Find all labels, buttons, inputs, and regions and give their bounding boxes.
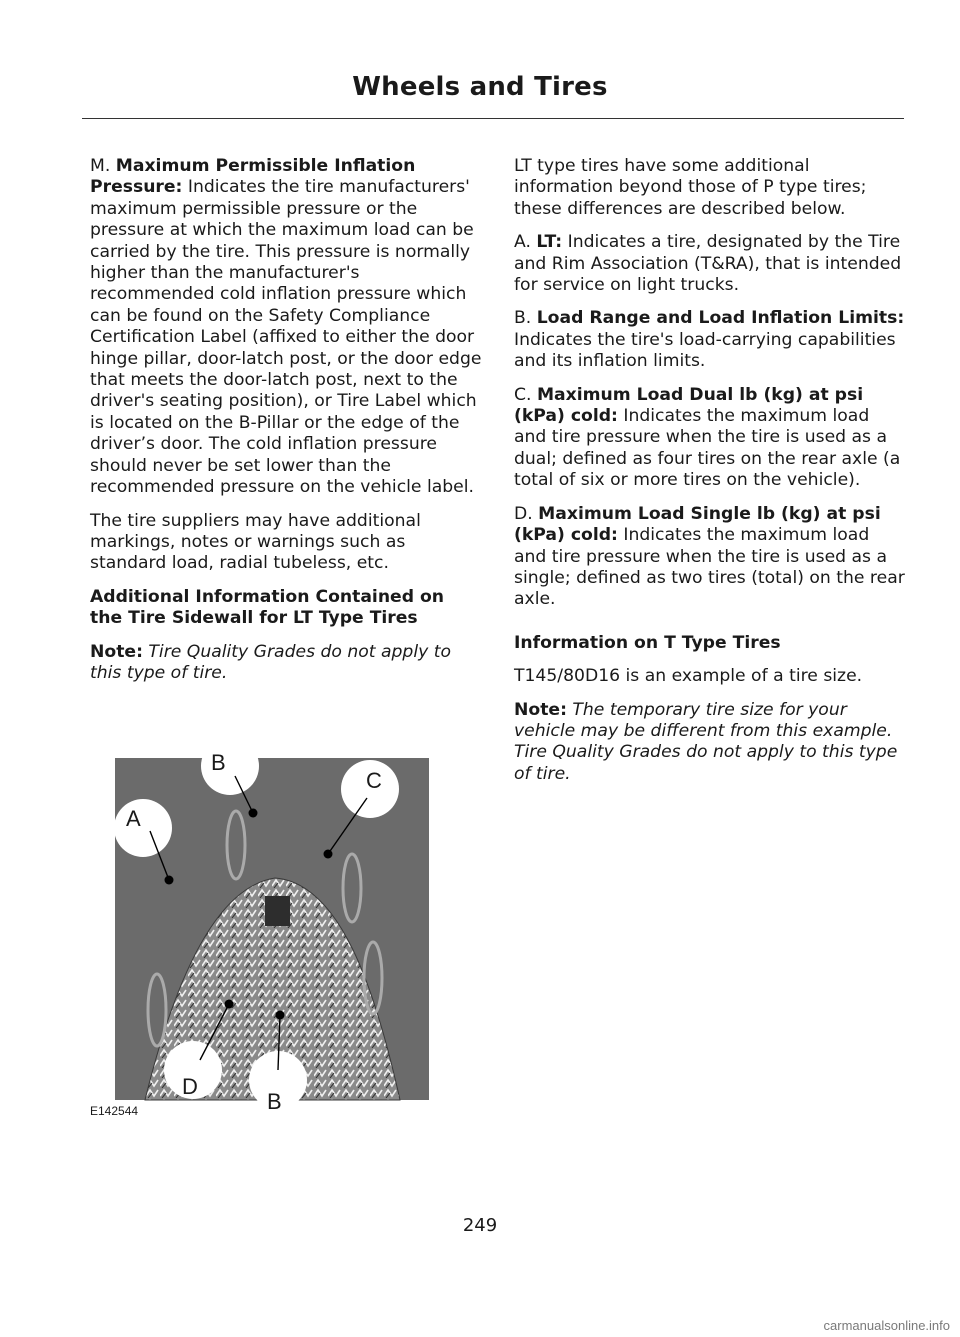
callout-label-b-bottom: B: [267, 1089, 282, 1114]
item-d: [514, 504, 906, 611]
right-column: [514, 156, 906, 797]
definition-text: Indicates the tire manufacturers' maximum permissible pressure or the pressure at which the maximum load can be carried by the tire. This pressure is normally higher than the manufacturer's recommended cold inflation pressure which can be found on the Safety Compliance Certification Label (affixed to either the door hinge pillar, door-latch post, or the door edge that meets the door-latch post, next to the driver's seating position), or Tire Label which is located on the B-Pillar or the edge of the driver’s door. The cold inflation pressure should never be set lower than the recommended pressure on the vehicle label.: [90, 177, 482, 498]
item-b: [514, 308, 906, 372]
item-c: [514, 385, 906, 492]
note-lt: [90, 642, 482, 685]
page-number: 249: [462, 1215, 498, 1236]
callout-label-c: C: [366, 768, 382, 793]
term-load-range: Load Range and Load Inflation Limits:: [536, 308, 905, 329]
item-a: [514, 232, 906, 296]
term-lt: LT:: [536, 232, 563, 253]
callout-label-b-top: B: [211, 750, 226, 775]
item-prefix: A.: [514, 232, 537, 253]
paragraph-tire-size-example: T145/80D16 is an example of a tire size.: [514, 666, 863, 687]
callout-label-a: A: [126, 806, 141, 831]
note-label: Note:: [90, 641, 143, 662]
watermark: carmanualsonline.info: [823, 1318, 950, 1333]
term-max-load-dual: Maximum Load Dual lb (kg) at psi (kPa) cold:: [514, 384, 864, 427]
note-text: Tire Quality Grades do not apply to this type of tire.: [90, 641, 452, 683]
header-rule: [82, 118, 904, 119]
paragraph-max-inflation: [90, 156, 482, 499]
left-column: [90, 156, 482, 696]
item-prefix: D.: [514, 503, 539, 524]
definition-text: Indicates the tire's load-carrying capabilities and its inflation limits.: [514, 329, 896, 372]
term-max-load-single: Maximum Load Single lb (kg) at psi (kPa) cold:: [514, 503, 881, 546]
tire-sidewall-illustration: [90, 748, 435, 1120]
item-prefix: M.: [90, 156, 116, 176]
definition-text: Indicates a tire, designated by the Tire and Rim Association (T&RA), that is intended for service on light trucks.: [514, 232, 902, 296]
item-prefix: B.: [514, 308, 537, 329]
item-prefix: C.: [514, 384, 537, 405]
note-text: The temporary tire size for your vehicle may be different from this example. Tire Quality Grades do not apply to this type of tire.: [514, 699, 898, 784]
tire-sidewall-figure: [90, 748, 435, 1120]
paragraph-lt-intro: LT type tires have some additional information beyond those of P type tires; these differences are described below.: [514, 156, 867, 219]
callout-label-d: D: [182, 1074, 198, 1099]
paragraph-tire-suppliers: The tire suppliers may have additional markings, notes or warnings such as standard load, radial tubeless, etc.: [90, 510, 421, 574]
figure-id: E142544: [90, 1104, 139, 1118]
term-max-inflation: Maximum Permissible Inflation Pressure:: [90, 156, 416, 198]
definition-text: Indicates the maximum load and tire pressure when the tire is used as a dual; defined as four tires on the rear axle (a total of six or more tires on the vehicle).: [514, 406, 901, 491]
page-title: Wheels and Tires: [352, 72, 608, 102]
section-heading-lt: Additional Information Contained on the Tire Sidewall for LT Type Tires: [90, 586, 445, 629]
note-label: Note:: [514, 699, 567, 720]
note-t: [514, 700, 906, 786]
section-heading-t: Information on T Type Tires: [514, 632, 781, 653]
definition-text: Indicates the maximum load and tire pressure when the tire is used as a single; defined as two tires (total) on the rear axle.: [514, 525, 905, 610]
